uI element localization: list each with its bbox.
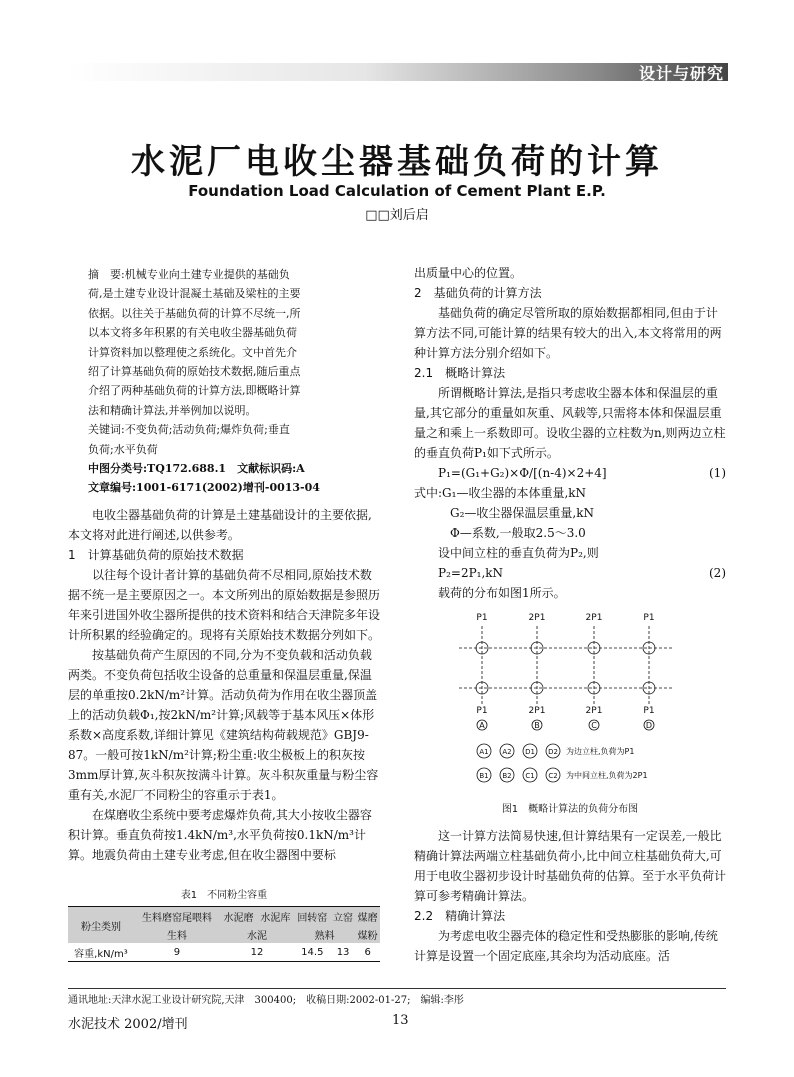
section-heading: 1 计算基础负荷的原始技术数据 bbox=[68, 548, 244, 562]
legend-mark: B1 bbox=[479, 772, 489, 780]
top-label: P1 bbox=[643, 613, 655, 623]
legend-mark: C2 bbox=[548, 772, 558, 780]
journal-name: 水泥技术 2002/增刊 bbox=[68, 1017, 188, 1032]
footnote: 通讯地址:天津水泥工业设计研究院,天津 300400; 收稿日期:2002-01-27; 编辑:李彤 bbox=[68, 995, 464, 1006]
section-band bbox=[66, 63, 728, 81]
table-col-group: 煤粉 bbox=[355, 925, 380, 943]
paragraph: 基础负荷的确定尽管所取的原始数据都相同,但由于计算方法不同,可能计算的结果有较大的出入,本文将常用的两种计算方法分别介绍如下。 bbox=[414, 306, 722, 360]
abstract-line: 以本文将多年积累的有关电收尘器基础负荷 bbox=[88, 326, 297, 340]
equation-2: P₂=2P₁,kN (2) bbox=[414, 563, 726, 583]
load-distribution-figure bbox=[414, 598, 726, 828]
bottom-label: P1 bbox=[476, 706, 488, 716]
author: □□刘后启 bbox=[365, 208, 429, 223]
equation-number: (2) bbox=[709, 566, 726, 580]
table-col-group: 生料 bbox=[134, 925, 220, 943]
subsection-heading: 2.1 概略计算法 bbox=[414, 366, 506, 380]
meta-info bbox=[88, 459, 378, 498]
legend-text: 为边立柱,负荷为P1 bbox=[566, 747, 635, 756]
equation-number: (1) bbox=[709, 466, 726, 480]
keywords-line: 负荷;水平负荷 bbox=[88, 442, 158, 456]
paragraph: 在煤磨收尘系统中要考虑爆炸负荷,其大小按收尘器容积计算。垂直负荷按1.4kN/m³,水平负荷按0.1kN/m³计算。地震负荷由土建专业考虑,但在收尘器图中要标 bbox=[68, 808, 372, 862]
abstract-line: 依据。以往关于基础负荷的计算不尽统一,所 bbox=[88, 306, 301, 320]
keywords-line: 关键词:不变负荷;活动负荷;爆炸负荷;垂直 bbox=[88, 423, 290, 437]
axis-letter: D bbox=[645, 721, 653, 730]
abstract-line: 计算资料加以整理使之系统化。文中首先介 bbox=[88, 345, 297, 359]
equation-where: G₂—收尘器保温层重量,kN bbox=[450, 506, 594, 520]
legend-text: 为中间立柱,负荷为2P1 bbox=[566, 771, 648, 780]
equation-1: P₁=(G₁+G₂)×Φ/[(n-4)×2+4] (1) bbox=[414, 463, 726, 483]
table-cell: 14.5 bbox=[301, 946, 324, 958]
title-english: Foundation Load Calculation of Cement Plant E.P. bbox=[188, 182, 606, 200]
bottom-label: 2P1 bbox=[585, 706, 603, 716]
section-heading: 2 基础负荷的计算方法 bbox=[414, 286, 542, 300]
table-row-label: 容重,kN/m³ bbox=[74, 948, 128, 960]
intro-paragraph: 电收尘器基础负荷的计算是土建基础设计的主要依据,本文将对此进行阐述,以供参考。 bbox=[68, 508, 372, 542]
table-cell: 9 bbox=[173, 946, 181, 958]
paragraph: 这一计算方法简易快速,但计算结果有一定误差,一般比精确计算法两端立柱基础负荷小,比中间立柱基础负荷大,可用于电收尘器初步设计时基础负荷的估算。至于水平负荷计算可参考精确计算法。 bbox=[414, 829, 727, 903]
table-col-name: 水泥磨 bbox=[220, 907, 257, 926]
legend-mark: A1 bbox=[479, 748, 489, 756]
paragraph: 载荷的分布如图1所示。 bbox=[438, 586, 566, 600]
dust-density-table bbox=[68, 906, 380, 962]
axis-letter: B bbox=[534, 721, 540, 730]
abstract-line: 摘 要:机械专业向土建专业提供的基础负 bbox=[88, 268, 290, 281]
left-column bbox=[68, 505, 380, 865]
table-cell: 6 bbox=[364, 946, 371, 958]
legend-mark: B2 bbox=[502, 772, 512, 780]
bottom-label: 2P1 bbox=[528, 706, 546, 716]
table-header-label: 粉尘类别 bbox=[68, 907, 134, 944]
table-col-name: 生料磨窑尾喂料 bbox=[134, 907, 220, 926]
article-number: 文章编号:1001-6171(2002)增刊-0013-04 bbox=[88, 481, 320, 495]
legend-mark: A2 bbox=[502, 748, 512, 756]
legend-mark: D1 bbox=[525, 748, 535, 756]
clc-number: 中图分类号:TQ172.688.1 文献标识码:A bbox=[88, 462, 305, 475]
paragraph: 出质量中心的位置。 bbox=[414, 266, 523, 280]
paragraph: 为考虑电收尘器壳体的稳定性和受热膨胀的影响,传统计算是设置一个固定底座,其余均为活动底座。活 bbox=[414, 929, 718, 963]
top-label: 2P1 bbox=[528, 613, 546, 623]
table-col-group: 水泥 bbox=[220, 925, 294, 943]
top-label: P1 bbox=[476, 613, 488, 623]
table-col-name: 煤磨 bbox=[355, 907, 380, 926]
table-col-name: 回转窑 bbox=[294, 907, 331, 926]
right-column bbox=[414, 263, 726, 603]
abstract-line: 法和精确计算法,并举例加以说明。 bbox=[88, 403, 257, 417]
figure-caption: 图1 概略计算法的负荷分布图 bbox=[501, 804, 639, 815]
equation-where: 式中:G₁—收尘器的本体重量,kN bbox=[414, 486, 587, 500]
bottom-label: P1 bbox=[643, 706, 655, 716]
abstract-line: 荷,是土建专业设计混凝土基础及梁柱的主要 bbox=[88, 287, 301, 301]
top-label: 2P1 bbox=[585, 613, 603, 623]
abstract bbox=[88, 265, 378, 459]
legend-mark: D2 bbox=[548, 748, 558, 756]
page-number: 13 bbox=[392, 1013, 409, 1028]
abstract-line: 绍了计算基础负荷的原始技术数据,随后重点 bbox=[88, 365, 301, 379]
footer-divider bbox=[68, 988, 726, 989]
table-col-name: 水泥库 bbox=[257, 907, 294, 926]
table-caption: 表1 不同粉尘容重 bbox=[180, 890, 268, 901]
title-chinese: 水泥厂电收尘器基础负荷的计算 bbox=[131, 142, 663, 182]
axis-letter: A bbox=[479, 721, 485, 730]
table-col-name: 立窑 bbox=[331, 907, 356, 926]
table-cell: 13 bbox=[336, 946, 350, 958]
section-label: 设计与研究 bbox=[638, 64, 724, 83]
table-cell: 12 bbox=[250, 946, 264, 958]
right-column-lower bbox=[414, 826, 726, 966]
equation-where: Φ—系数,一般取2.5～3.0 bbox=[450, 526, 586, 540]
paragraph: 以往每个设计者计算的基础负荷不尽相同,原始技术数据不统一是主要原因之一。本文所列出的原始数据是参照历年来引进国外收尘器所提供的技术资料和结合天津院多年设计所积累的经验确定的。现将有关原始技术数据分列如下。 bbox=[68, 568, 381, 642]
abstract-line: 介绍了两种基础负荷的计算方法,即概略计算 bbox=[88, 384, 301, 398]
paragraph: 设中间立柱的垂直负荷为P₂,则 bbox=[438, 546, 599, 560]
axis-letter: C bbox=[591, 721, 597, 730]
table-col-group: 熟料 bbox=[294, 925, 356, 943]
paragraph: 所谓概略计算法,是指只考虑收尘器本体和保温层的重量,其它部分的重量如灰重、风载等,只需将本体和保温层重量之和乘上一系数即可。设收尘器的立柱数为n,则两边立柱的垂直负荷P₁如下式所示。 bbox=[414, 386, 726, 460]
paragraph: 按基础负荷产生原因的不同,分为不变负载和活动负载两类。不变负荷包括收尘设备的总重量和保温层重量,保温层的单重按0.2kN/m²计算。活动负荷为作用在收尘器顶盖上的活动负载Φ₁,按2kN/m²计算;风载等于基本风压×体形系数×高度系数,详细计算见《建筑结构荷载规范》GBJ9-87。一般可按1kN/m²计算;粉尘重:收尘极板上的积灰按3mm厚计算,灰斗积灰按满斗计算。灰斗积灰重量与粉尘容重有关,水泥厂不同粉尘的容重示于表1。 bbox=[68, 648, 379, 802]
legend-mark: C1 bbox=[525, 772, 535, 780]
subsection-heading: 2.2 精确计算法 bbox=[414, 909, 506, 923]
